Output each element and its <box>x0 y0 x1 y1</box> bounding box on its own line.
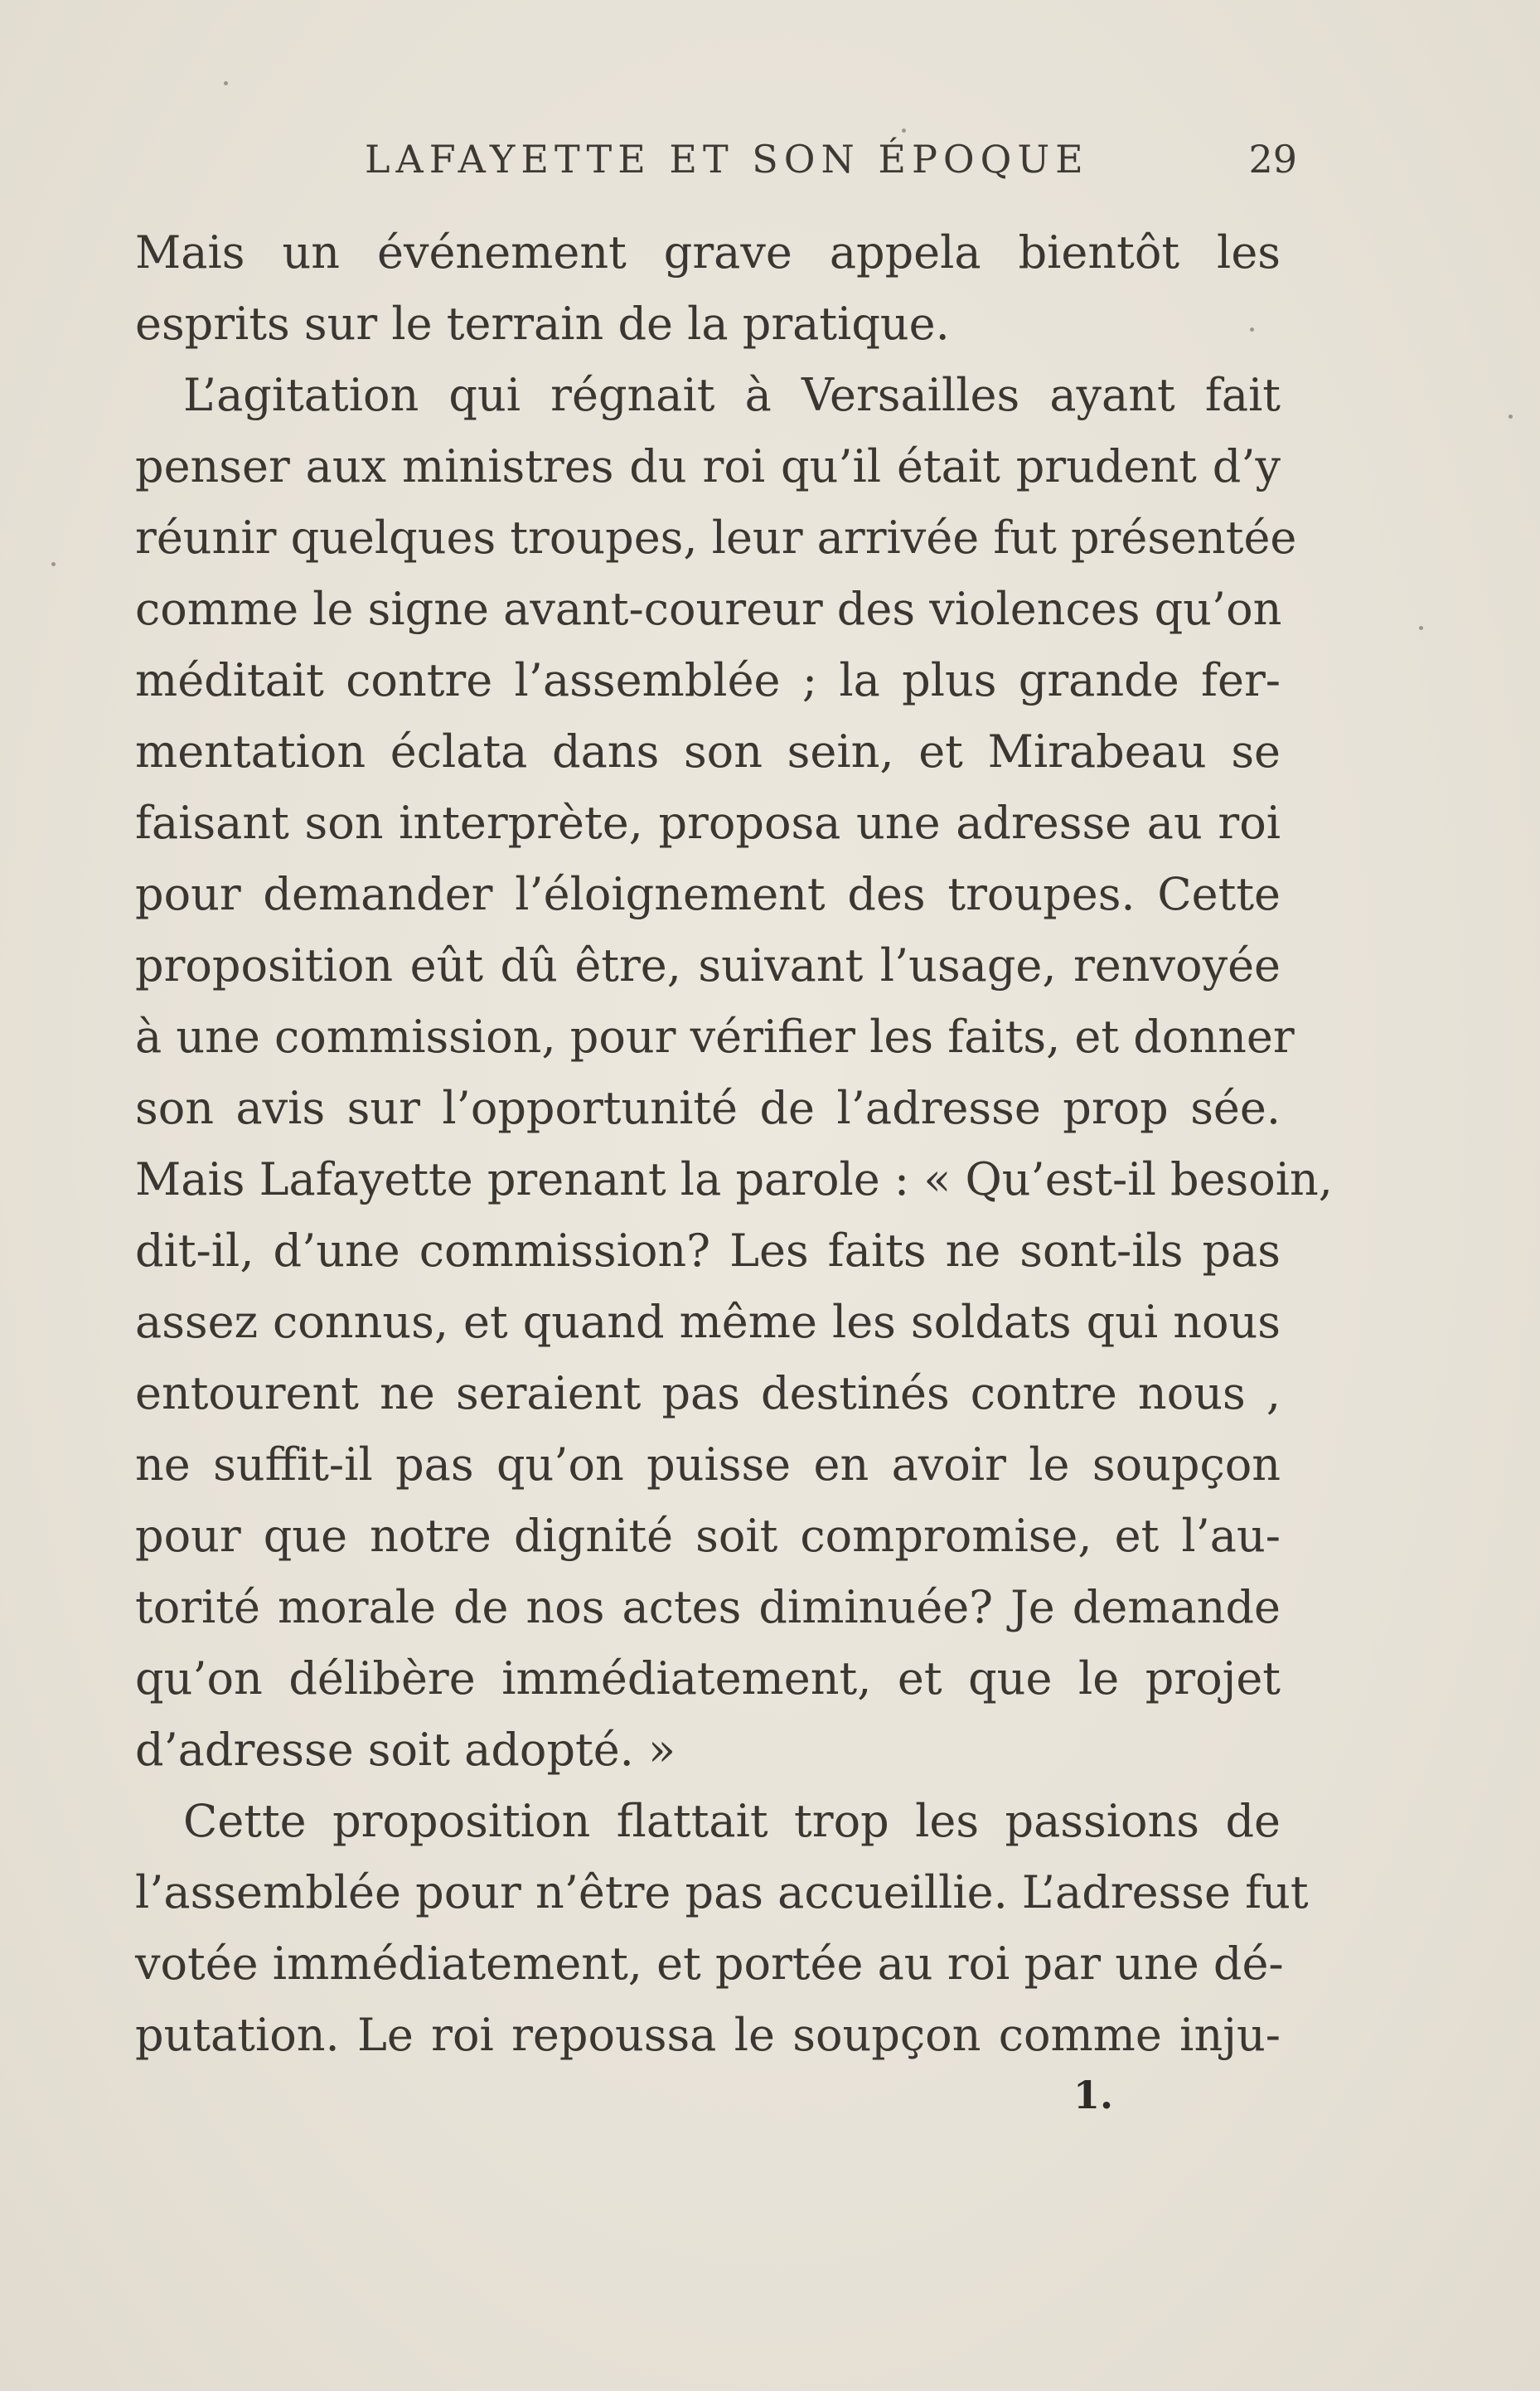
text-line: pour que notre dignité soit compromise, et l’au- <box>135 1510 1281 1562</box>
paper-speck <box>1509 415 1513 419</box>
text-line: d’adresse soit adopté. » <box>135 1724 676 1776</box>
text-line: dit-il, d’une commission? Les faits ne sont-ils pas <box>135 1225 1281 1277</box>
text-line: à une commission, pour vérifier les faits, et donner <box>135 1011 1295 1063</box>
text-line: Cette proposition flattait trop les passions de <box>183 1795 1281 1847</box>
text-line: putation. Le roi repoussa le soupçon comme inju- <box>135 2009 1281 2061</box>
paper-speck <box>224 81 228 85</box>
text-line: entourent ne seraient pas destinés contre nous , <box>135 1367 1281 1419</box>
text-line: L’agitation qui régnait à Versailles ayant fait <box>183 369 1281 421</box>
text-line: qu’on délibère immédiatement, et que le projet <box>135 1652 1281 1705</box>
page-header <box>133 137 1297 195</box>
running-title: LAFAYETTE ET SON ÉPOQUE <box>365 137 1089 182</box>
text-line: ne suffit-il pas qu’on puisse en avoir le soupçon <box>135 1438 1281 1491</box>
text-line: proposition eût dû être, suivant l’usage, renvoyée <box>135 939 1281 992</box>
text-line: Mais Lafayette prenant la parole : « Qu’est-il besoin, <box>135 1153 1333 1205</box>
text-line: réunir quelques troupes, leur arrivée fut présentée <box>135 512 1297 564</box>
text-line: esprits sur le terrain de la pratique. <box>135 298 950 350</box>
text-line: penser aux ministres du roi qu’il était prudent d’y <box>135 440 1281 492</box>
text-line: Mais un événement grave appela bientôt les <box>135 226 1281 279</box>
text-line: son avis sur l’opportunité de l’adresse prop sée. <box>135 1082 1281 1134</box>
text-line: méditait contre l’assemblée ; la plus grande fer- <box>135 654 1281 706</box>
text-line: pour demander l’éloignement des troupes. Cette <box>135 868 1281 920</box>
paper-speck <box>902 129 906 133</box>
text-line: assez connus, et quand même les soldats qui nous <box>135 1296 1281 1348</box>
paper-speck <box>1250 327 1254 332</box>
text-line: mentation éclata dans son sein, et Mirabeau se <box>135 725 1281 778</box>
paper-speck <box>1419 626 1423 630</box>
paper-speck <box>51 562 56 566</box>
page-number: 29 <box>1248 137 1297 182</box>
text-line: comme le signe avant-coureur des violences qu’on <box>135 583 1282 635</box>
text-line: votée immédiatement, et portée au roi par une dé- <box>135 1938 1284 1990</box>
text-line: faisant son interprète, proposa une adresse au roi <box>135 797 1281 849</box>
text-line: torité morale de nos actes diminuée? Je demande <box>135 1581 1281 1633</box>
signature-mark: 1. <box>1073 2073 1114 2117</box>
body-text <box>135 217 1333 2071</box>
text-line: l’assemblée pour n’être pas accueillie. L’adresse fut <box>135 1866 1309 1918</box>
